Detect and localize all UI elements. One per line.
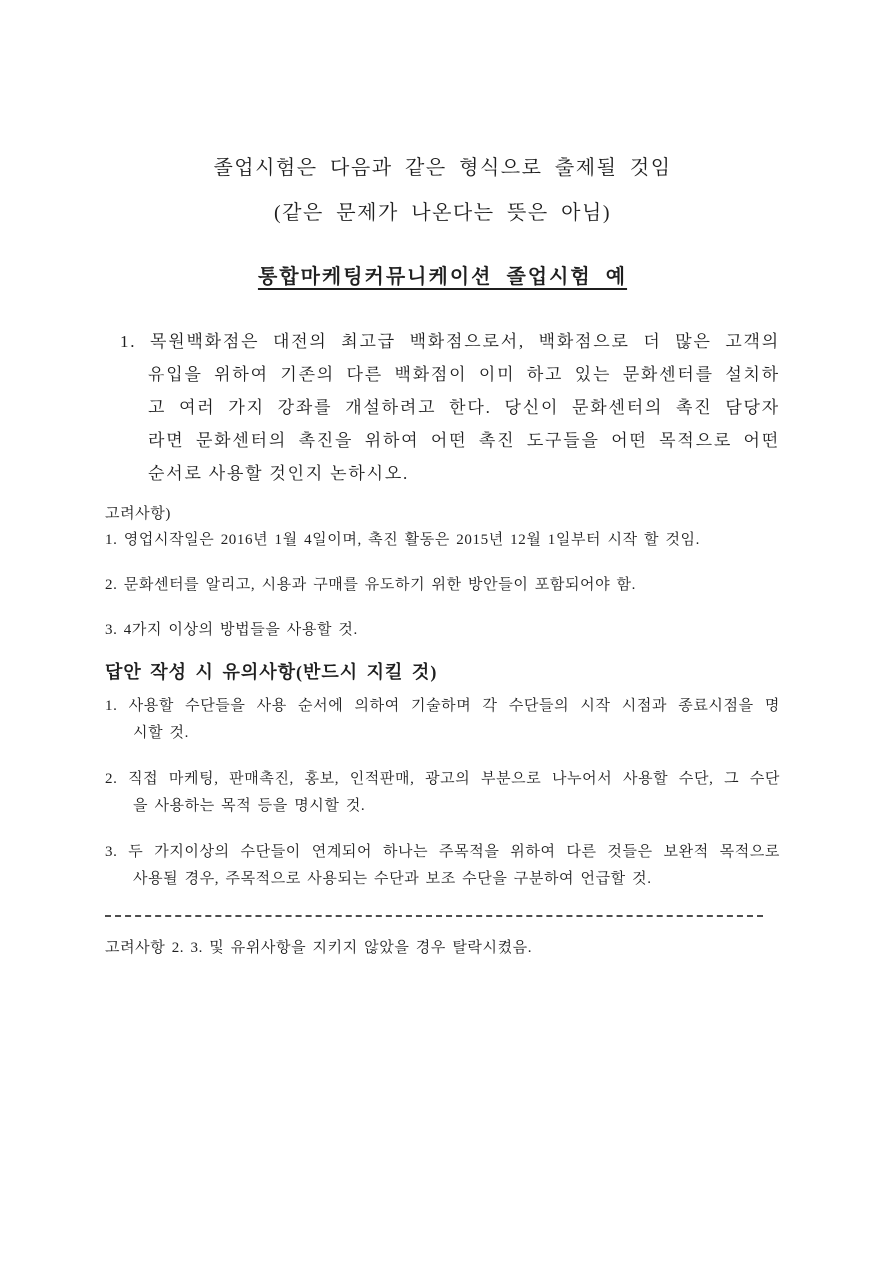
consideration-item-1: 1. 영업시작일은 2016년 1월 4일이며, 촉진 활동은 2015년 12월 1일부터 시작 할 것임. bbox=[105, 532, 700, 548]
considerations-label: 고려사항) bbox=[105, 506, 171, 522]
answer-guidelines-section bbox=[105, 660, 780, 893]
question-line: 1. 목원백화점은 대전의 최고급 백화점으로서, 백화점으로 더 많은 고객의 bbox=[120, 332, 780, 351]
guideline-line: 시할 것. bbox=[133, 725, 189, 741]
guideline-line: 3. 두 가지이상의 수단들이 연계되어 하나는 주목적을 위하여 다른 것들은 보완적 목적으로 bbox=[105, 844, 780, 860]
guideline-line: 1. 사용할 수단들을 사용 순서에 의하여 기술하며 각 수단들의 시작 시점과 종료시점을 명 bbox=[105, 698, 780, 714]
considerations-section bbox=[105, 501, 780, 643]
guideline-item-3 bbox=[105, 839, 780, 893]
question-line: 유입을 위하여 기존의 다른 백화점이 이미 하고 있는 문화센터를 설치하 bbox=[148, 365, 780, 384]
consideration-item-2: 2. 문화센터를 알리고, 시용과 구매를 유도하기 위한 방안들이 포함되어야 함. bbox=[105, 577, 637, 593]
question-line: 라면 문화센터의 촉진을 위하여 어떤 촉진 도구들을 어떤 목적으로 어떤 bbox=[148, 431, 780, 450]
consideration-item-3: 3. 4가지 이상의 방법들을 사용할 것. bbox=[105, 622, 358, 638]
document-title-line2: (같은 문제가 나온다는 뜻은 아님) bbox=[274, 202, 611, 224]
guideline-line: 사용될 경우, 주목적으로 사용되는 수단과 보조 수단을 구분하여 언급할 것. bbox=[133, 871, 652, 887]
question-line: 순서로 사용할 것인지 논하시오. bbox=[148, 464, 410, 483]
question-line: 고 여러 가지 강좌를 개설하려고 한다. 당신이 문화센터의 촉진 담당자 bbox=[148, 398, 780, 417]
guidelines-heading: 답안 작성 시 유의사항(반드시 지킬 것) bbox=[105, 662, 438, 682]
footer-note: 고려사항 2. 3. 및 유위사항을 지키지 않았을 경우 탈락시켰음. bbox=[105, 940, 533, 956]
document-title-line1: 졸업시험은 다음과 같은 형식으로 출제될 것임 bbox=[213, 157, 672, 179]
guideline-line: 을 사용하는 목적 등을 명시할 것. bbox=[133, 798, 366, 814]
guideline-item-1 bbox=[105, 693, 780, 747]
dashed-divider bbox=[105, 915, 763, 917]
guideline-line: 2. 직접 마케팅, 판매촉진, 홍보, 인적판매, 광고의 부분으로 나누어서 사용할 수단, 그 수단 bbox=[105, 771, 780, 787]
guideline-item-2 bbox=[105, 766, 780, 820]
question-1-paragraph bbox=[120, 325, 780, 490]
exam-title-heading: 통합마케팅커뮤니케이션 졸업시험 예 bbox=[257, 266, 628, 288]
